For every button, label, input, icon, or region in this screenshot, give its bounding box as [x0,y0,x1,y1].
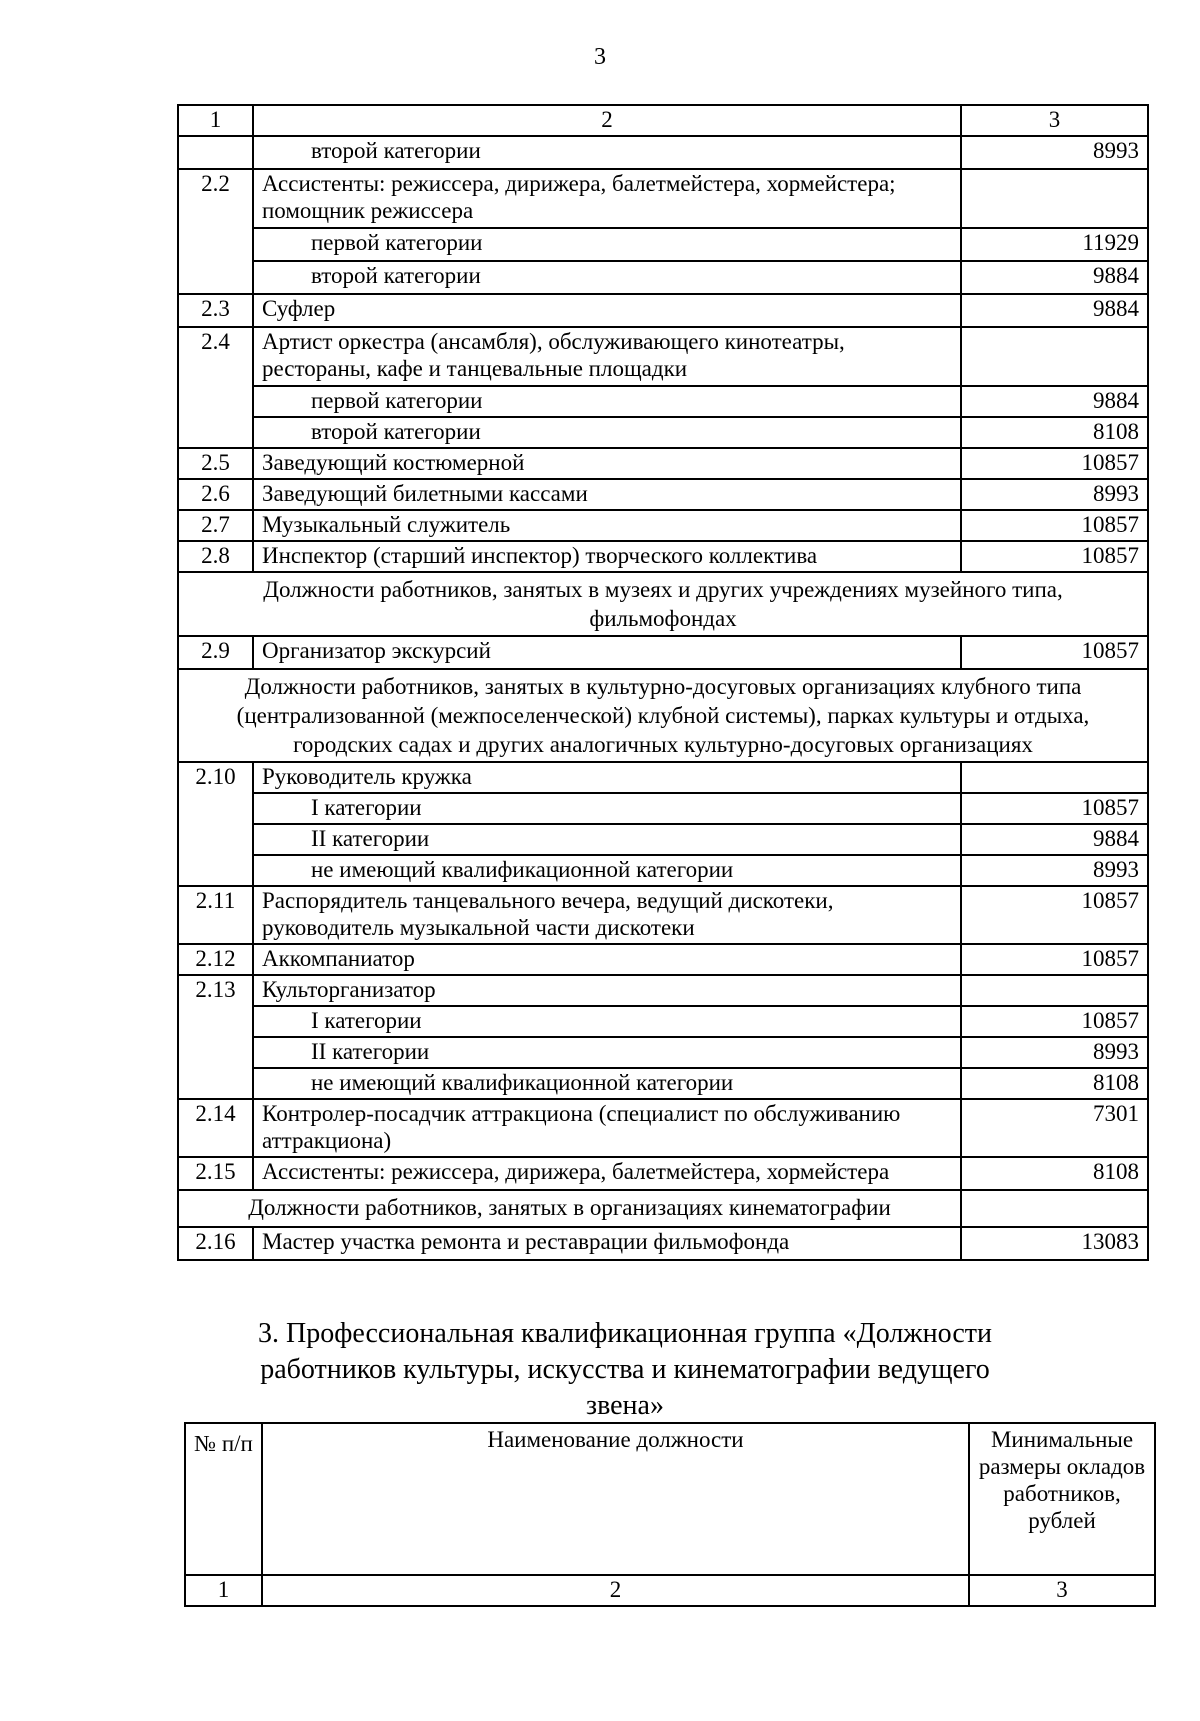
salary-value: 9884 [961,261,1148,294]
salary-value [961,975,1148,1006]
table-row [178,1068,1148,1099]
salary-value: 10857 [961,886,1148,944]
row-number: 2.4 [178,327,253,448]
salary-value: 9884 [961,386,1148,417]
table-row [178,479,1148,510]
salary-value: 9884 [961,824,1148,855]
salary-value: 10857 [961,1006,1148,1037]
position-name: Ассистенты: режиссера, дирижера, балетмейстера, хормейстера; помощник режиссера [253,169,961,228]
salary-value: 8993 [961,1037,1148,1068]
position-name: второй категории [253,136,961,169]
table-row [178,944,1148,975]
section-row [178,1190,1148,1227]
salary-value: 10857 [961,541,1148,572]
position-name: второй категории [253,261,961,294]
table-row [178,417,1148,448]
header-col-3: 3 [961,105,1148,136]
table-header-row [185,1423,1155,1575]
position-name: Контролер-посадчик аттракциона (специалист по обслуживанию аттракциона) [253,1099,961,1157]
position-name: не имеющий квалификационной категории [253,855,961,886]
position-name: Аккомпаниатор [253,944,961,975]
row-number: 2.7 [178,510,253,541]
table-row [178,327,1148,386]
salary-value: 8993 [961,855,1148,886]
position-name: Артист оркестра (ансамбля), обслуживающего кинотеатры, рестораны, кафе и танцевальные площадки [253,327,961,386]
index-col-3: 3 [969,1575,1155,1606]
section-header-museum: Должности работников, занятых в музеях и других учреждениях музейного типа, фильмофондах [178,572,1148,636]
table-row [178,886,1148,944]
salary-value: 8108 [961,417,1148,448]
salary-value: 8993 [961,479,1148,510]
row-number: 2.2 [178,169,253,294]
empty-cell [961,1190,1148,1227]
row-number: 2.6 [178,479,253,510]
salary-value [961,762,1148,793]
salary-value: 11929 [961,228,1148,261]
row-number: 2.11 [178,886,253,944]
section-header-cinema: Должности работников, занятых в организациях кинематографии [178,1190,961,1227]
salary-value: 13083 [961,1227,1148,1260]
position-name: I категории [253,793,961,824]
salary-value [961,169,1148,228]
row-number: 2.3 [178,294,253,327]
index-col-1: 1 [185,1575,262,1606]
salary-value: 10857 [961,448,1148,479]
row-number: 2.16 [178,1227,253,1260]
table-row [178,448,1148,479]
row-number: 2.8 [178,541,253,572]
salary-value: 8108 [961,1068,1148,1099]
row-number: 2.5 [178,448,253,479]
section-row [178,669,1148,762]
table-row [178,1157,1148,1190]
position-name: Культорганизатор [253,975,961,1006]
table-row [178,1037,1148,1068]
group3-heading: 3. Профессиональная квалификационная группа «Должности работников культуры, искусства и кинематографии ведущего звена» [258,1318,992,1421]
position-name: Инспектор (старший инспектор) творческого коллектива [253,541,961,572]
position-name: первой категории [253,228,961,261]
section-header-club: Должности работников, занятых в культурно-досуговых организациях клубного типа (централизованной (межпоселенческой) клубной системы), парках культуры и отдыха, городских садах и других аналогичных культурно-досуговых организациях [178,669,1148,762]
salary-value [961,327,1148,386]
row-number: 2.13 [178,975,253,1099]
position-name: Распорядитель танцевального вечера, ведущий дискотеки, руководитель музыкальной части дискотеки [253,886,961,944]
row-number [178,136,253,169]
position-name: Заведующий билетными кассами [253,479,961,510]
table-header-row [178,105,1148,136]
position-name: второй категории [253,417,961,448]
position-name: II категории [253,1037,961,1068]
header-col-2: 2 [253,105,961,136]
salary-value: 8108 [961,1157,1148,1190]
row-number: 2.15 [178,1157,253,1190]
position-name: I категории [253,1006,961,1037]
col-salary-header: Минимальные размеры окладов работников, рублей [969,1423,1155,1575]
table-row [178,136,1148,169]
position-name: Суфлер [253,294,961,327]
table-row [178,1006,1148,1037]
salary-value: 10857 [961,793,1148,824]
table-row [178,975,1148,1006]
row-number: 2.10 [178,762,253,886]
position-name: Мастер участка ремонта и реставрации фильмофонда [253,1227,961,1260]
position-name: Ассистенты: режиссера, дирижера, балетмейстера, хормейстера [253,1157,961,1190]
col-name-header: Наименование должности [262,1423,969,1575]
table-row [178,541,1148,572]
group3-table [184,1422,1156,1607]
table-row [178,386,1148,417]
table-row [178,824,1148,855]
table-row [178,636,1148,669]
table-row [178,261,1148,294]
salary-table [177,104,1149,1261]
page-number: 3 [594,44,606,70]
table-row [178,793,1148,824]
index-col-2: 2 [262,1575,969,1606]
position-name: Заведующий костюмерной [253,448,961,479]
table-index-row [185,1575,1155,1606]
position-name: Организатор экскурсий [253,636,961,669]
position-name: первой категории [253,386,961,417]
row-number: 2.14 [178,1099,253,1157]
table-row [178,294,1148,327]
header-col-1: 1 [178,105,253,136]
salary-value: 10857 [961,944,1148,975]
position-name: не имеющий квалификационной категории [253,1068,961,1099]
salary-value: 7301 [961,1099,1148,1157]
salary-value: 10857 [961,636,1148,669]
salary-value: 8993 [961,136,1148,169]
position-name: Руководитель кружка [253,762,961,793]
col-number-header: № п/п [185,1423,262,1575]
table-row [178,510,1148,541]
table-row [178,1227,1148,1260]
table-row [178,1099,1148,1157]
table-row [178,855,1148,886]
table-row [178,228,1148,261]
salary-value: 9884 [961,294,1148,327]
table-row [178,762,1148,793]
table-row [178,169,1148,228]
row-number: 2.12 [178,944,253,975]
salary-value: 10857 [961,510,1148,541]
position-name: Музыкальный служитель [253,510,961,541]
position-name: II категории [253,824,961,855]
row-number: 2.9 [178,636,253,669]
section-row [178,572,1148,636]
